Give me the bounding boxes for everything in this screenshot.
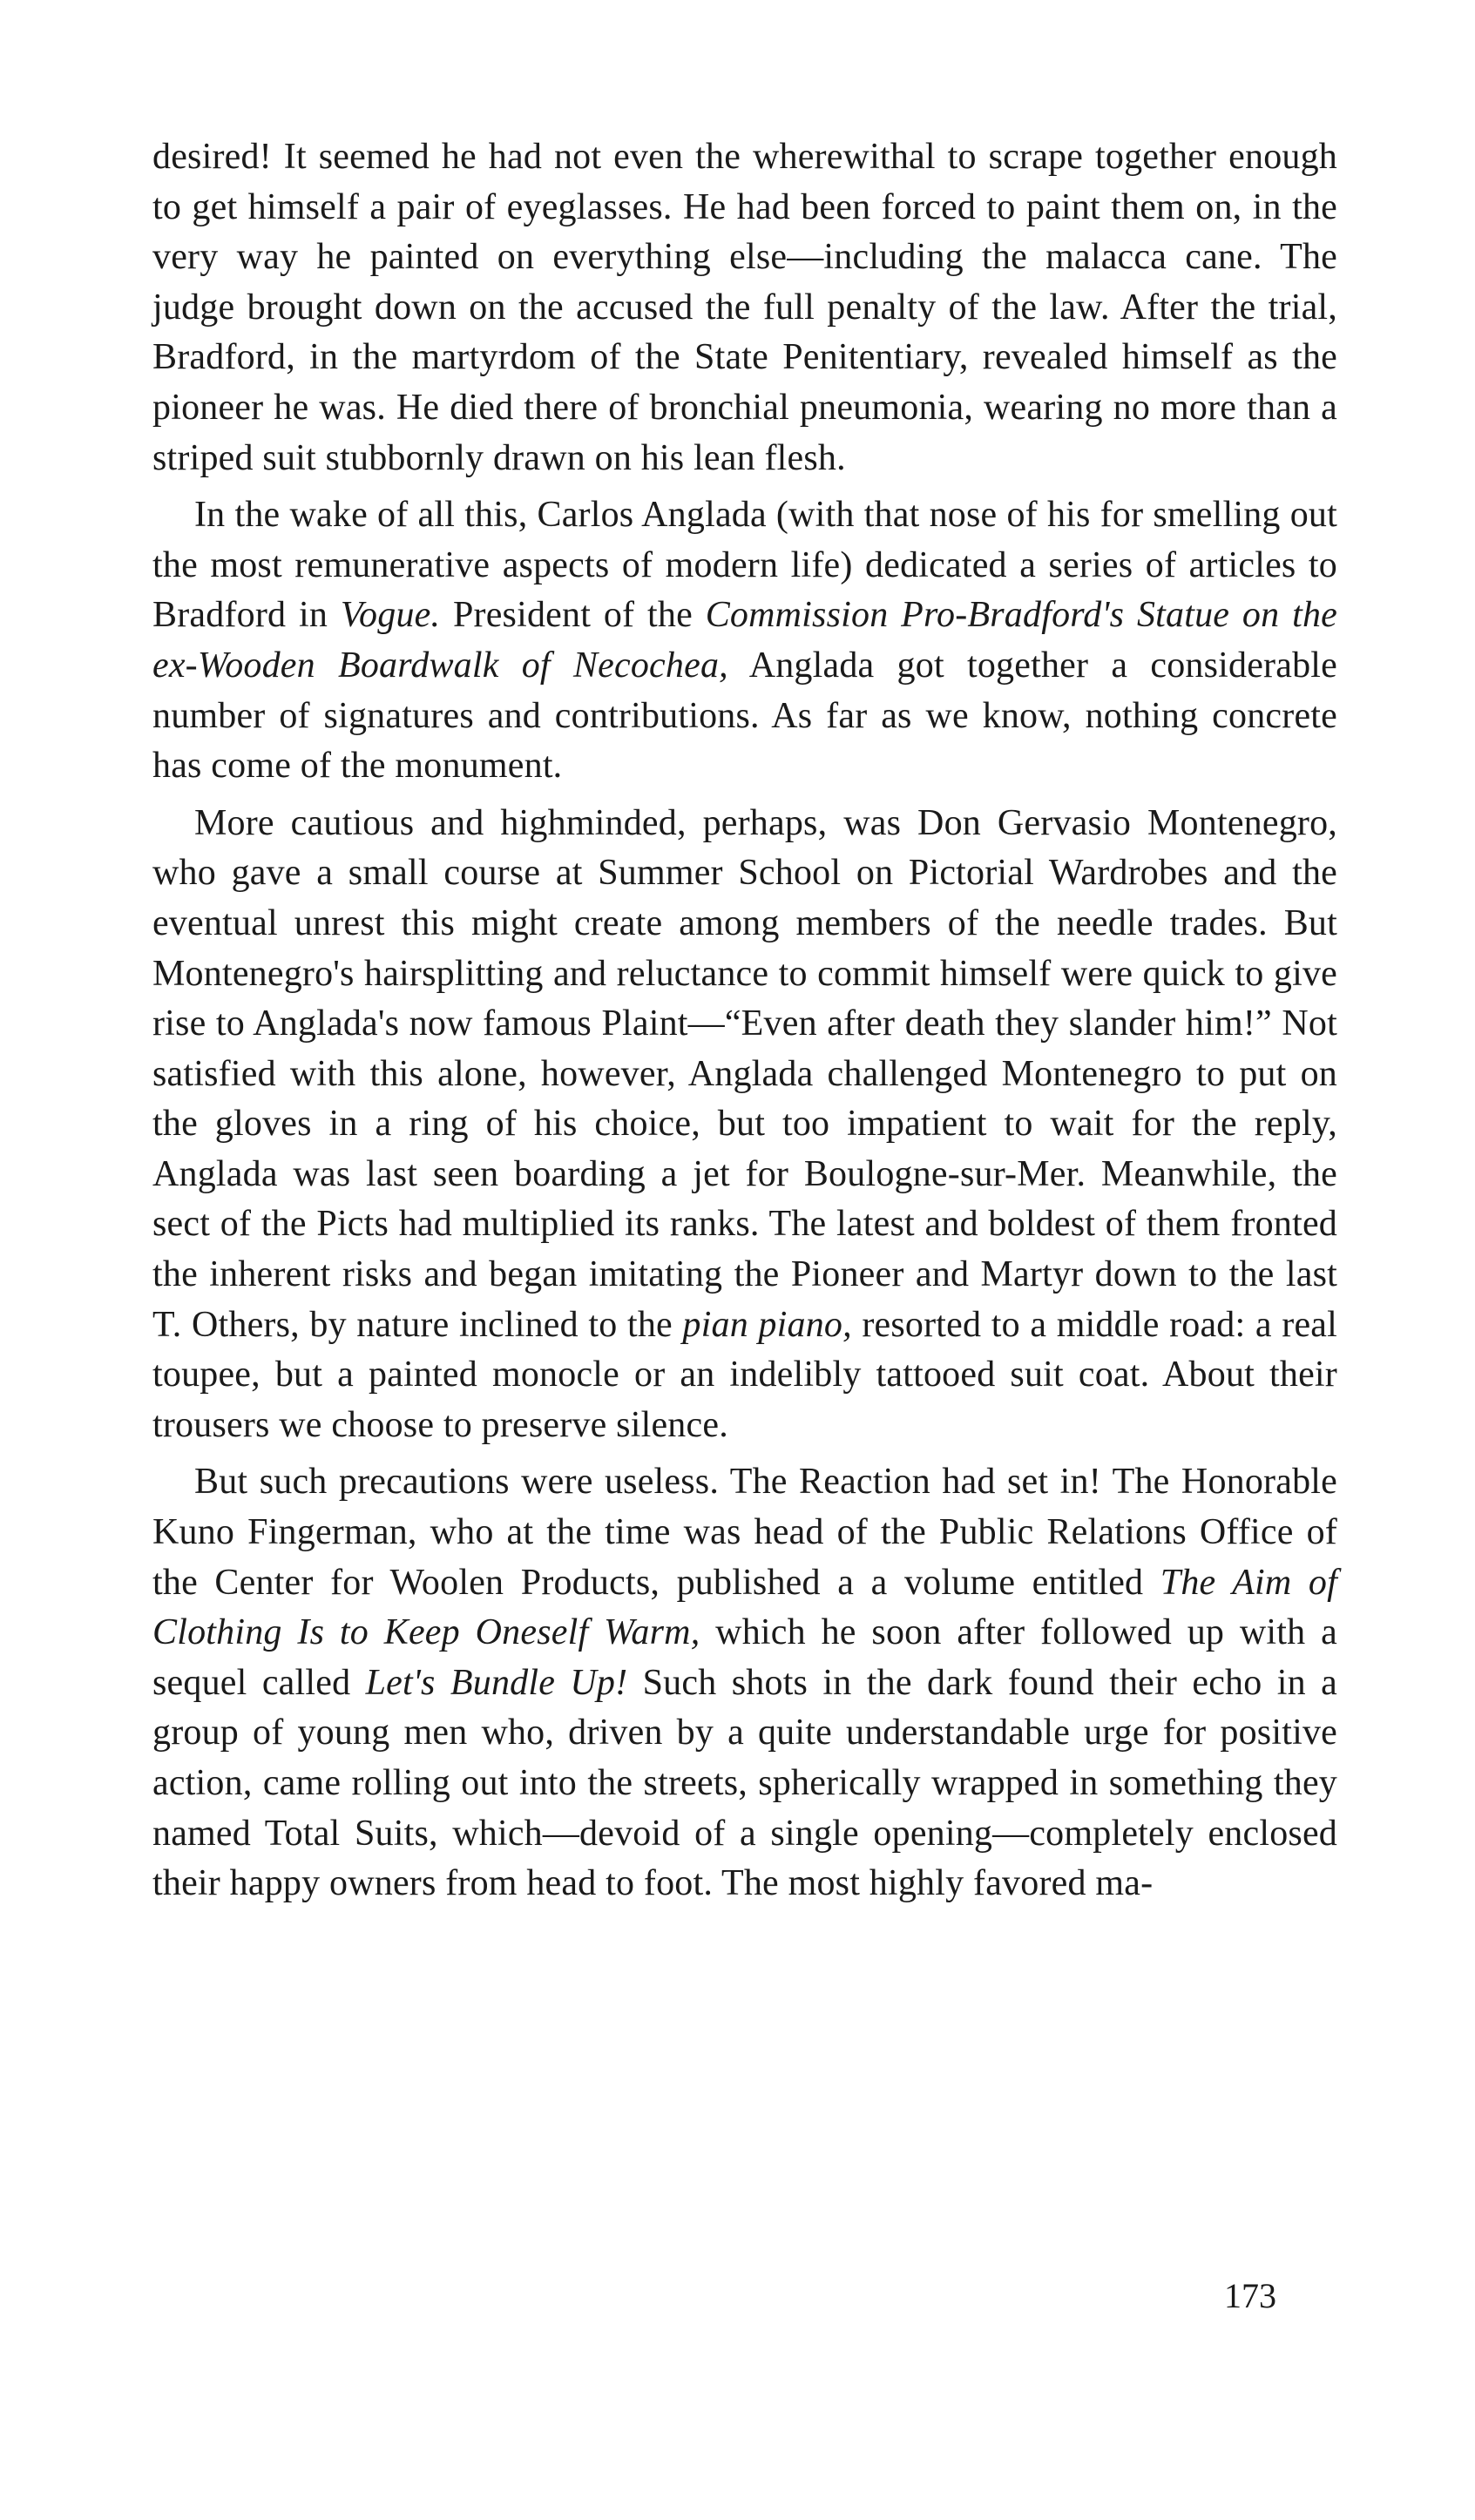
sequel-title: Let's Bundle Up! [365, 1662, 628, 1703]
paragraph-1-text: desired! It seemed he had not even the wherewithal to scrape together enough to get himself a pair of eyeglasses. He had been forced to paint them on, in the very way he painted on everything else—including the malacca cane. The judge brought down on the accused the full penalty of the law. After the trial, Bradford, in the martyrdom of the State Penitentiary, revealed himself as the pioneer he was. He died there of bronchial pneumonia, wearing no more than a striped suit stubbornly drawn on his lean flesh. [152, 137, 1337, 478]
italic-phrase: pian piano, [682, 1304, 852, 1345]
paragraph-4-text: Such shots in the dark found their echo in a group of young men who, driven by a quite understandable urge for positive action, came rolling out into the streets, spherically wrapped in something they named Total Suits, which—devoid of a single opening—completely enclosed their happy owners from head to foot. The most highly favored ma- [152, 1662, 1337, 1904]
paragraph-1 [152, 132, 1337, 483]
body-text [152, 132, 1337, 1909]
paragraph-3-text: resorted to a middle road: a real toupee, but a painted monocle or an indelibly tattooed suit coat. About their trousers we choose to preserve silence. [152, 1304, 1337, 1445]
paragraph-4-text: which he soon after followed up with a sequel called [152, 1612, 1337, 1703]
magazine-title: Vogue. [340, 595, 441, 636]
paragraph-2-text: Anglada got together a considerable number of signatures and contributions. As far as we know, nothing concrete has come of the monument. [152, 645, 1337, 787]
paragraph-2 [152, 490, 1337, 792]
paragraph-2-text: In the wake of all this, Carlos Anglada (with that nose of his for smelling out the most remunerative aspects of modern life) dedicated a series of articles to Bradford in [152, 495, 1337, 636]
commission-title: Commission Pro-Bradford's Statue on the ex-Wooden Boardwalk of Necochea, [152, 595, 1337, 686]
paragraph-3 [152, 799, 1337, 1451]
paragraph-3-text: More cautious and highminded, perhaps, was Don Gervasio Montenegro, who gave a small course at Summer School on Pictorial Wardrobes and the eventual unrest this might create among members of the needle trades. But Montenegro's hairsplitting and reluctance to commit himself were quick to give rise to Anglada's now famous Plaint—“Even after death they slander him!” Not satisfied with this alone, however, Anglada challenged Montenegro to put on the gloves in a ring of his choice, but too impatient to wait for the reply, Anglada was last seen boarding a jet for Boulogne-sur-Mer. Meanwhile, the sect of the Picts had multiplied its ranks. The latest and boldest of them fronted the inherent risks and began imitating the Pioneer and Martyr down to the last T. Others, by nature inclined to the [152, 802, 1337, 1345]
book-title: The Aim of Clothing Is to Keep Oneself Warm, [152, 1562, 1337, 1653]
paragraph-4 [152, 1457, 1337, 1909]
paragraph-2-text: President of the [440, 595, 706, 636]
paragraph-4-text: But such precautions were useless. The Reaction had set in! The Honorable Kuno Fingerman, who at the time was head of the Public Relations Office of the Center for Woolen Products, published a a volume entitled [152, 1462, 1337, 1603]
page-number: 173 [1224, 2276, 1276, 2315]
